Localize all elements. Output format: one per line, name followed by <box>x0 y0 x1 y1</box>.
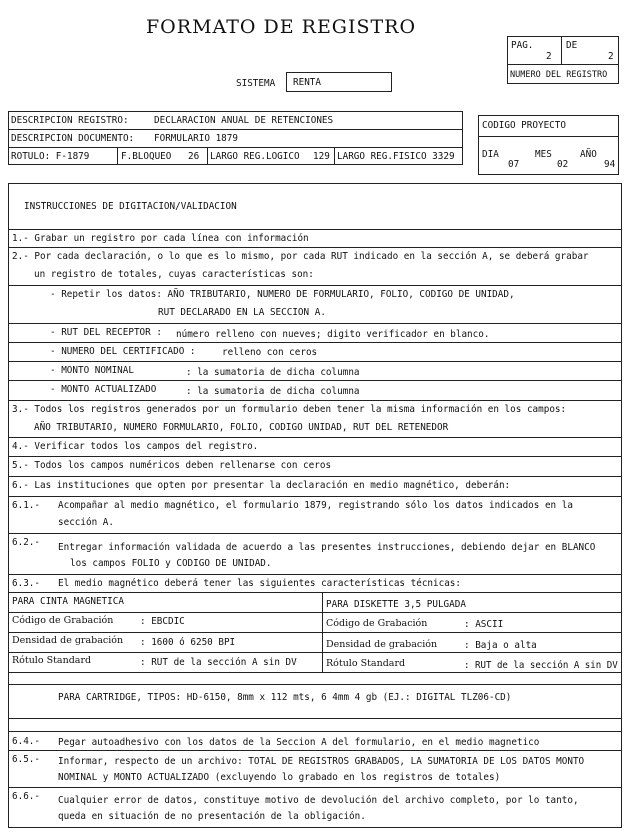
pag-value: 2 <box>546 51 552 62</box>
numero-certificado-label: - NUMERO DEL CERTIFICADO : <box>50 346 196 357</box>
instruction-2c: - Repetir los datos: AÑO TRIBUTARIO, NUMERO DE FORMULARIO, FOLIO, CODIGO DE UNIDAD, <box>50 289 515 300</box>
diskette-title: PARA DISKETTE 3,5 PULGADA <box>326 599 466 610</box>
instruction-6-6a: Cualquier error de datos, constituye motivo de devolución del archivo completo, por lo tanto, <box>58 795 579 806</box>
instruction-3a: 3.- Todos los registros generados por un formulario deben tener la misma información en los campos: <box>12 404 567 415</box>
largo-fisico: LARGO REG.FISICO 3329 <box>337 151 455 162</box>
largo-logico-value: 129 <box>313 151 330 162</box>
instructions-heading: INSTRUCCIONES DE DIGITACION/VALIDACION <box>24 201 237 212</box>
instruction-6-3-number: 6.3.- <box>12 578 40 589</box>
disk-cod-label: Código de Grabación <box>326 618 428 629</box>
instruction-1: 1.- Grabar un registro por cada línea con información <box>12 233 309 244</box>
de-value: 2 <box>608 51 614 62</box>
monto-actualizado-text: : la sumatoria de dicha columna <box>186 386 360 397</box>
instruction-6-2b: los campos FOLIO y CODIGO DE UNIDAD. <box>70 558 272 569</box>
f-bloqueo-value: 26 <box>188 151 200 162</box>
instruction-3b: AÑO TRIBUTARIO, NUMERO FORMULARIO, FOLIO, CODIGO UNIDAD, RUT DEL RETENEDOR <box>34 422 449 433</box>
disk-dens-label: Densidad de grabación <box>326 639 438 650</box>
instruction-4: 4.- Verificar todos los campos del registro. <box>12 441 259 452</box>
sistema-value: RENTA <box>293 77 321 88</box>
ano-label: AÑO <box>580 149 597 160</box>
instruction-6: 6.- Las instituciones que opten por presentar la declaración en medio magnético, deberán: <box>12 480 511 491</box>
instruction-2d: RUT DECLARADO EN LA SECCION A. <box>158 307 326 318</box>
instruction-6-6-number: 6.6.- <box>12 791 40 802</box>
instruction-2a: 2.- Por cada declaración, o lo que es lo mismo, por cada RUT indicado en la sección A, se deberá grabar <box>12 251 589 262</box>
cinta-cod-value: : EBCDIC <box>140 616 185 627</box>
instruction-6-1a: Acompañar al medio magnético, el formulario 1879, registrando sólo los datos indicados en la <box>58 500 573 511</box>
numero-certificado-text: relleno con ceros <box>222 347 318 358</box>
instruction-6-4: Pegar autoadhesivo con los datos de la Seccion A del formulario, en el medio magnetico <box>58 737 540 748</box>
largo-logico-label: LARGO REG.LOGICO <box>210 151 300 162</box>
instruction-6-5b: NOMINAL y MONTO ACTUALIZADO (excluyendo lo grabado en los registros de totales) <box>58 772 501 783</box>
desc-documento-label: DESCRIPCION DOCUMENTO: <box>11 133 135 144</box>
monto-nominal-label: - MONTO NOMINAL <box>50 365 134 376</box>
desc-documento-value: FORMULARIO 1879 <box>154 133 238 144</box>
cinta-title: PARA CINTA MAGNETICA <box>12 596 124 607</box>
cinta-cod-label: Código de Grabación <box>12 615 114 626</box>
sistema-label: SISTEMA <box>236 78 276 89</box>
instruction-2b: un registro de totales, cuyas características son: <box>34 269 314 280</box>
numero-registro-label: NUMERO DEL REGISTRO <box>510 70 608 80</box>
pag-label: PAG. <box>511 40 534 51</box>
mes-value: 02 <box>557 159 569 170</box>
disk-cod-value: : ASCII <box>464 619 504 630</box>
rut-receptor-text: número relleno con nueves; digito verificador en blanco. <box>176 329 490 340</box>
dia-value: 07 <box>508 159 520 170</box>
codigo-proyecto-label: CODIGO PROYECTO <box>482 120 566 131</box>
instruction-6-6b: queda en situación de no presentación de la obligación. <box>58 811 366 822</box>
instruction-6-1b: sección A. <box>58 517 114 528</box>
cinta-dens-value: : 1600 ó 6250 BPI <box>140 637 236 648</box>
ano-value: 94 <box>604 159 616 170</box>
cartridge-line: PARA CARTRIDGE, TIPOS: HD-6150, 8mm x 112 mts, 6 4mm 4 gb (EJ.: DIGITAL TLZ06-CD) <box>58 692 512 703</box>
de-label: DE <box>566 40 578 51</box>
instruction-6-5a: Informar, respecto de un archivo: TOTAL DE REGISTROS GRABADOS, LA SUMATORIA DE LOS DATOS MONTO <box>58 756 585 767</box>
rut-receptor-label: - RUT DEL RECEPTOR : <box>50 327 162 338</box>
disk-dens-value: : Baja o alta <box>464 640 537 651</box>
cinta-rotulo-label: Rótulo Standard <box>12 655 92 666</box>
desc-registro-label: DESCRIPCION REGISTRO: <box>11 115 129 126</box>
monto-nominal-text: : la sumatoria de dicha columna <box>186 367 360 378</box>
rotulo: ROTULO: F-1879 <box>11 151 90 162</box>
dia-label: DIA <box>482 149 499 160</box>
disk-rotulo-value: : RUT de la sección A sin DV <box>464 660 618 671</box>
instruction-5: 5.- Todos los campos numéricos deben rellenarse con ceros <box>12 460 332 471</box>
cinta-dens-label: Densidad de grabación <box>12 635 124 646</box>
disk-rotulo-label: Rótulo Standard <box>326 658 406 669</box>
instruction-6-1-number: 6.1.- <box>12 500 40 511</box>
instruction-6-2-number: 6.2.- <box>12 537 40 548</box>
page-title: FORMATO DE REGISTRO <box>146 16 417 38</box>
instruction-6-5-number: 6.5.- <box>12 754 40 765</box>
desc-registro-value: DECLARACION ANUAL DE RETENCIONES <box>154 115 334 126</box>
monto-actualizado-label: - MONTO ACTUALIZADO <box>50 384 157 395</box>
instruction-6-3: El medio magnético deberá tener las siguientes características técnicas: <box>58 578 461 589</box>
instruction-6-4-number: 6.4.- <box>12 736 40 747</box>
instruction-6-2a: Entregar información validada de acuerdo a las presentes instrucciones, debiendo dejar en BLANCO <box>58 542 596 553</box>
f-bloqueo-label: F.BLOQUEO <box>121 151 172 162</box>
mes-label: MES <box>535 149 552 160</box>
cinta-rotulo-value: : RUT de la sección A sin DV <box>140 657 297 668</box>
